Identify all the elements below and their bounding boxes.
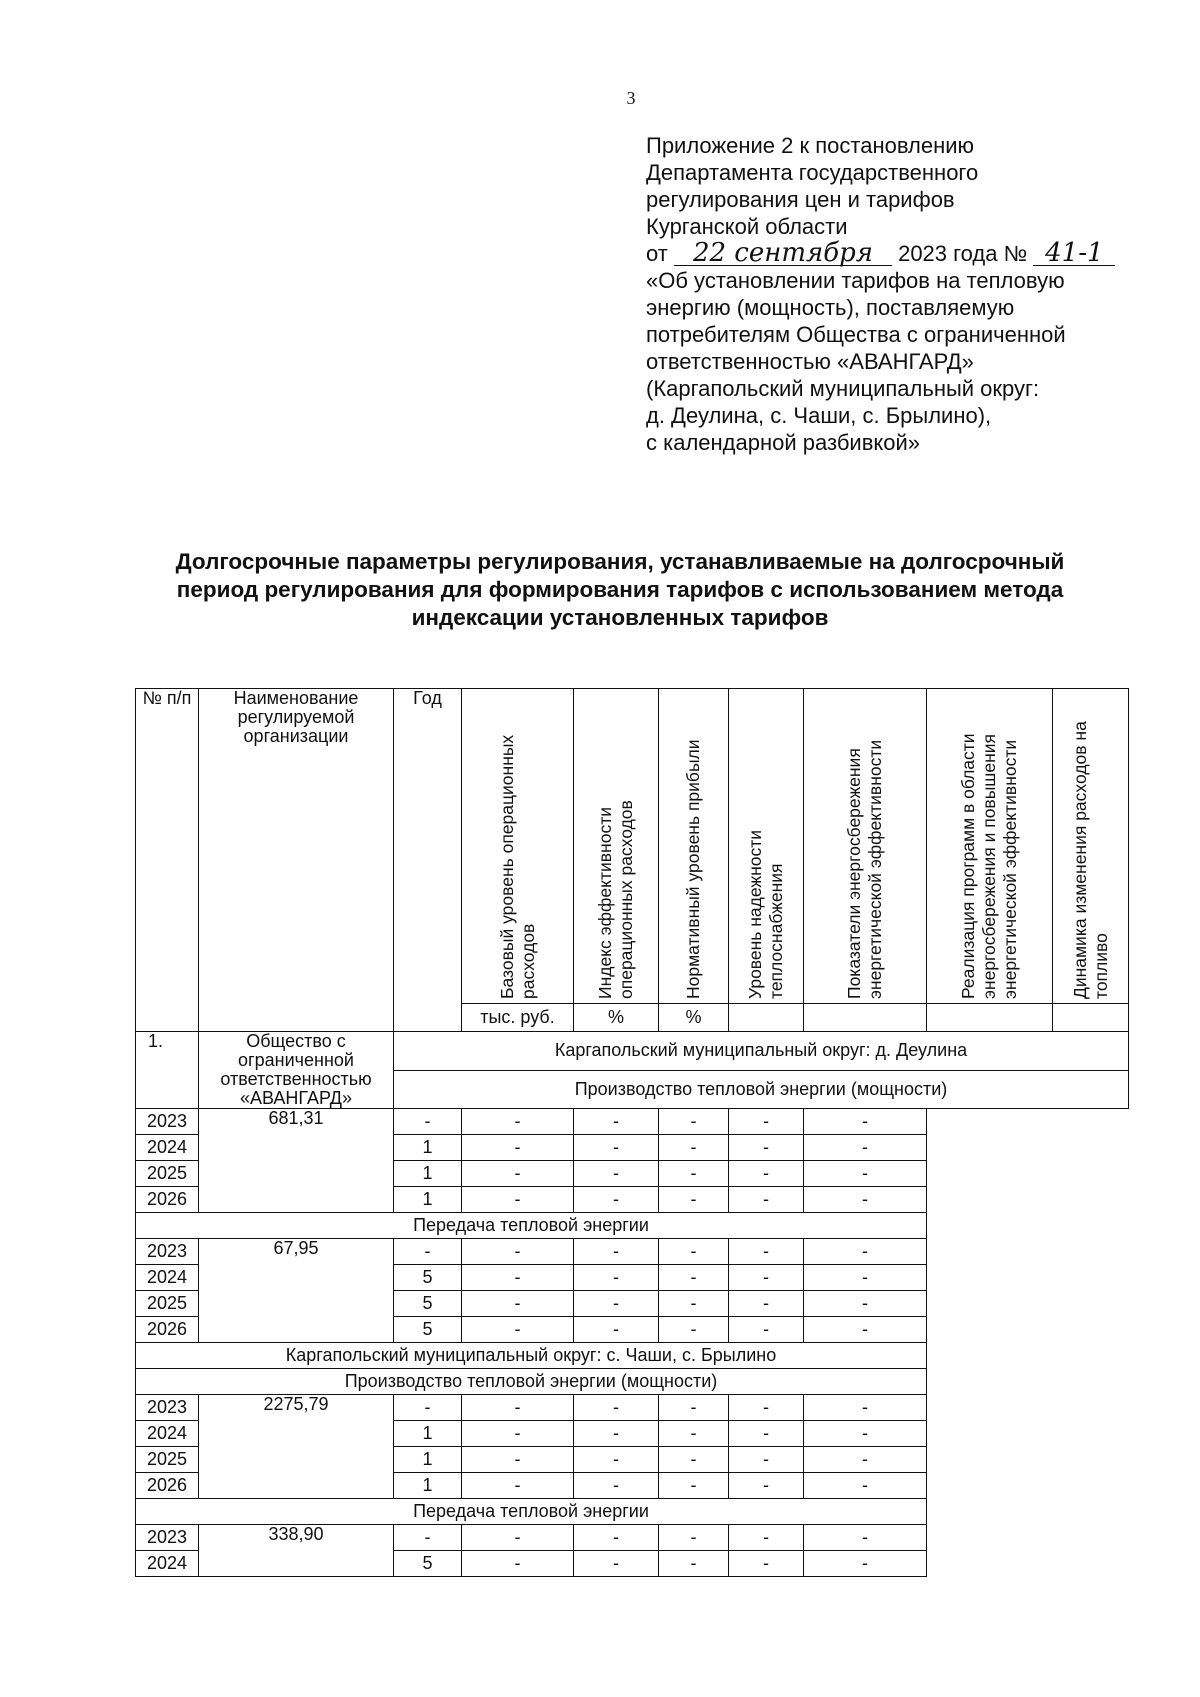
programs-cell: -	[729, 1187, 804, 1213]
header-reliability-text: Уровень надежности теплоснабжения	[745, 829, 786, 999]
header-reliability	[729, 689, 804, 1004]
year-cell: 2025	[136, 1291, 199, 1317]
programs-cell: -	[729, 1135, 804, 1161]
index-cell: 1	[394, 1135, 462, 1161]
unit-empty	[804, 1004, 927, 1032]
index-cell: 5	[394, 1265, 462, 1291]
appendix-line: Курганской области	[646, 214, 848, 239]
year-cell: 2023	[136, 1395, 199, 1421]
energy-cell: -	[659, 1421, 729, 1447]
index-cell: 1	[394, 1447, 462, 1473]
index-cell: 5	[394, 1551, 462, 1577]
reliability-cell: -	[574, 1551, 659, 1577]
appendix-line: ответственностью «АВАНГАРД»	[646, 349, 974, 374]
header-profit-text: Нормативный уровень прибыли	[683, 739, 703, 999]
energy-cell: -	[659, 1525, 729, 1551]
index-cell: -	[394, 1395, 462, 1421]
profit-cell: -	[462, 1161, 574, 1187]
organization-name: Общество с ограниченной ответственностью «АВАНГАРД»	[199, 1032, 394, 1109]
date-prefix: от	[646, 241, 668, 266]
appendix-line: д. Деулина, с. Чаши, с. Брылино),	[646, 403, 992, 428]
programs-cell: -	[729, 1551, 804, 1577]
activity-heading: Передача тепловой энергии	[136, 1499, 927, 1525]
energy-cell: -	[659, 1135, 729, 1161]
fuel-cell: -	[804, 1291, 927, 1317]
programs-cell: -	[729, 1239, 804, 1265]
profit-cell: -	[462, 1421, 574, 1447]
fuel-cell: -	[804, 1187, 927, 1213]
header-index-text: Индекс эффективности операционных расходов	[595, 800, 636, 999]
appendix-date-line	[646, 240, 1166, 267]
fuel-cell: -	[804, 1525, 927, 1551]
year-cell: 2025	[136, 1161, 199, 1187]
appendix-line: с календарной разбивкой»	[646, 430, 921, 455]
activity-heading: Передача тепловой энергии	[136, 1213, 927, 1239]
header-base	[462, 689, 574, 1004]
page-number: 3	[626, 88, 636, 108]
reliability-cell: -	[574, 1447, 659, 1473]
table-row	[136, 1109, 1129, 1135]
programs-cell: -	[729, 1525, 804, 1551]
header-index	[574, 689, 659, 1004]
fuel-cell: -	[804, 1317, 927, 1343]
header-energy	[804, 689, 927, 1004]
header-org: Наименование регулируемой организации	[199, 689, 394, 1032]
date-year: 2023 года №	[898, 241, 1028, 266]
energy-cell: -	[659, 1239, 729, 1265]
index-cell: 5	[394, 1291, 462, 1317]
appendix-line: «Об установлении тарифов на тепловую	[646, 268, 1065, 293]
reliability-cell: -	[574, 1291, 659, 1317]
reliability-cell: -	[574, 1421, 659, 1447]
header-profit	[659, 689, 729, 1004]
unit-empty	[927, 1004, 1053, 1032]
profit-cell: -	[462, 1473, 574, 1499]
appendix-line: потребителям Общества с ограниченной	[646, 322, 1066, 347]
reliability-cell: -	[574, 1525, 659, 1551]
fuel-cell: -	[804, 1447, 927, 1473]
fuel-cell: -	[804, 1473, 927, 1499]
header-base-text: Базовый уровень операционных расходов	[496, 734, 538, 999]
profit-cell: -	[462, 1291, 574, 1317]
unit-profit: %	[659, 1004, 729, 1032]
reliability-cell: -	[574, 1109, 659, 1135]
appendix-line: Приложение 2 к постановлению	[646, 133, 975, 158]
table-header-row	[136, 689, 1129, 1004]
programs-cell: -	[729, 1395, 804, 1421]
fuel-cell: -	[804, 1421, 927, 1447]
index-cell: 5	[394, 1317, 462, 1343]
year-cell: 2026	[136, 1187, 199, 1213]
profit-cell: -	[462, 1447, 574, 1473]
energy-cell: -	[659, 1161, 729, 1187]
reliability-cell: -	[574, 1395, 659, 1421]
index-cell: 1	[394, 1473, 462, 1499]
reliability-cell: -	[574, 1187, 659, 1213]
table-row	[136, 1343, 1129, 1369]
header-programs	[927, 689, 1053, 1004]
profit-cell: -	[462, 1265, 574, 1291]
reliability-cell: -	[574, 1239, 659, 1265]
index-cell: -	[394, 1109, 462, 1135]
energy-cell: -	[659, 1473, 729, 1499]
table-row	[136, 1239, 1129, 1265]
activity-heading: Производство тепловой энергии (мощности)	[136, 1369, 927, 1395]
profit-cell: -	[462, 1187, 574, 1213]
fuel-cell: -	[804, 1265, 927, 1291]
appendix-line: (Каргапольский муниципальный округ:	[646, 376, 1040, 401]
programs-cell: -	[729, 1317, 804, 1343]
reliability-cell: -	[574, 1265, 659, 1291]
year-cell: 2024	[136, 1265, 199, 1291]
programs-cell: -	[729, 1473, 804, 1499]
programs-cell: -	[729, 1265, 804, 1291]
fuel-cell: -	[804, 1161, 927, 1187]
year-cell: 2024	[136, 1551, 199, 1577]
title-line: индексации установленных тарифов	[411, 605, 829, 630]
profit-cell: -	[462, 1239, 574, 1265]
appendix-header	[646, 132, 1166, 456]
area-heading: Каргапольский муниципальный округ: д. Деулина	[394, 1032, 1129, 1071]
table-row	[136, 1213, 1129, 1239]
index-cell: -	[394, 1239, 462, 1265]
year-cell: 2025	[136, 1447, 199, 1473]
parameters-table	[135, 688, 1129, 1577]
year-cell: 2026	[136, 1317, 199, 1343]
year-cell: 2023	[136, 1109, 199, 1135]
handwritten-number: 41-1	[1033, 241, 1115, 266]
fuel-cell: -	[804, 1135, 927, 1161]
header-year: Год	[394, 689, 462, 1032]
index-cell: 1	[394, 1161, 462, 1187]
reliability-cell: -	[574, 1317, 659, 1343]
fuel-cell: -	[804, 1239, 927, 1265]
programs-cell: -	[729, 1291, 804, 1317]
index-cell: 1	[394, 1187, 462, 1213]
base-cost-cell: 681,31	[199, 1109, 394, 1213]
profit-cell: -	[462, 1395, 574, 1421]
unit-empty	[729, 1004, 804, 1032]
energy-cell: -	[659, 1395, 729, 1421]
table-row	[136, 1395, 1129, 1421]
unit-base: тыс. руб.	[462, 1004, 574, 1032]
table-row	[136, 1032, 1129, 1071]
appendix-line: энергию (мощность), поставляемую	[646, 295, 1015, 320]
profit-cell: -	[462, 1551, 574, 1577]
header-fuel	[1053, 689, 1129, 1004]
unit-empty	[1053, 1004, 1129, 1032]
title-line: период регулирования для формирования тарифов с использованием метода	[176, 577, 1064, 602]
appendix-line: регулирования цен и тарифов	[646, 187, 955, 212]
base-cost-cell: 2275,79	[199, 1395, 394, 1499]
programs-cell: -	[729, 1109, 804, 1135]
energy-cell: -	[659, 1447, 729, 1473]
energy-cell: -	[659, 1109, 729, 1135]
area-heading: Каргапольский муниципальный округ: с. Чаши, с. Брылино	[136, 1343, 927, 1369]
reliability-cell: -	[574, 1473, 659, 1499]
index-cell: 1	[394, 1421, 462, 1447]
base-cost-cell: 67,95	[199, 1239, 394, 1343]
header-num: № п/п	[136, 689, 199, 1032]
document-title	[120, 548, 1120, 632]
base-cost-cell: 338,90	[199, 1525, 394, 1577]
year-cell: 2024	[136, 1135, 199, 1161]
profit-cell: -	[462, 1317, 574, 1343]
activity-heading: Производство тепловой энергии (мощности)	[394, 1070, 1129, 1109]
header-energy-text: Показатели энергосбережения энергетической эффективности	[844, 739, 885, 999]
index-cell: -	[394, 1525, 462, 1551]
energy-cell: -	[659, 1317, 729, 1343]
handwritten-date: 22 сентября	[674, 241, 892, 266]
year-cell: 2023	[136, 1239, 199, 1265]
profit-cell: -	[462, 1525, 574, 1551]
energy-cell: -	[659, 1265, 729, 1291]
energy-cell: -	[659, 1187, 729, 1213]
year-cell: 2024	[136, 1421, 199, 1447]
programs-cell: -	[729, 1161, 804, 1187]
unit-index: %	[574, 1004, 659, 1032]
energy-cell: -	[659, 1551, 729, 1577]
header-programs-text: Реализация программ в области энергосбережения и повышения энергетической эффективности	[958, 733, 1020, 999]
title-line: Долгосрочные параметры регулирования, устанавливаемые на долгосрочный	[175, 549, 1065, 574]
profit-cell: -	[462, 1135, 574, 1161]
table-row	[136, 1525, 1129, 1551]
fuel-cell: -	[804, 1395, 927, 1421]
reliability-cell: -	[574, 1135, 659, 1161]
reliability-cell: -	[574, 1161, 659, 1187]
energy-cell: -	[659, 1291, 729, 1317]
year-cell: 2023	[136, 1525, 199, 1551]
year-cell: 2026	[136, 1473, 199, 1499]
appendix-line: Департамента государственного	[646, 160, 979, 185]
table-row	[136, 1499, 1129, 1525]
fuel-cell: -	[804, 1109, 927, 1135]
table-row	[136, 1369, 1129, 1395]
row-number: 1.	[136, 1032, 199, 1109]
programs-cell: -	[729, 1447, 804, 1473]
fuel-cell: -	[804, 1551, 927, 1577]
programs-cell: -	[729, 1421, 804, 1447]
header-fuel-text: Динамика изменения расходов на топливо	[1069, 721, 1111, 999]
profit-cell: -	[462, 1109, 574, 1135]
